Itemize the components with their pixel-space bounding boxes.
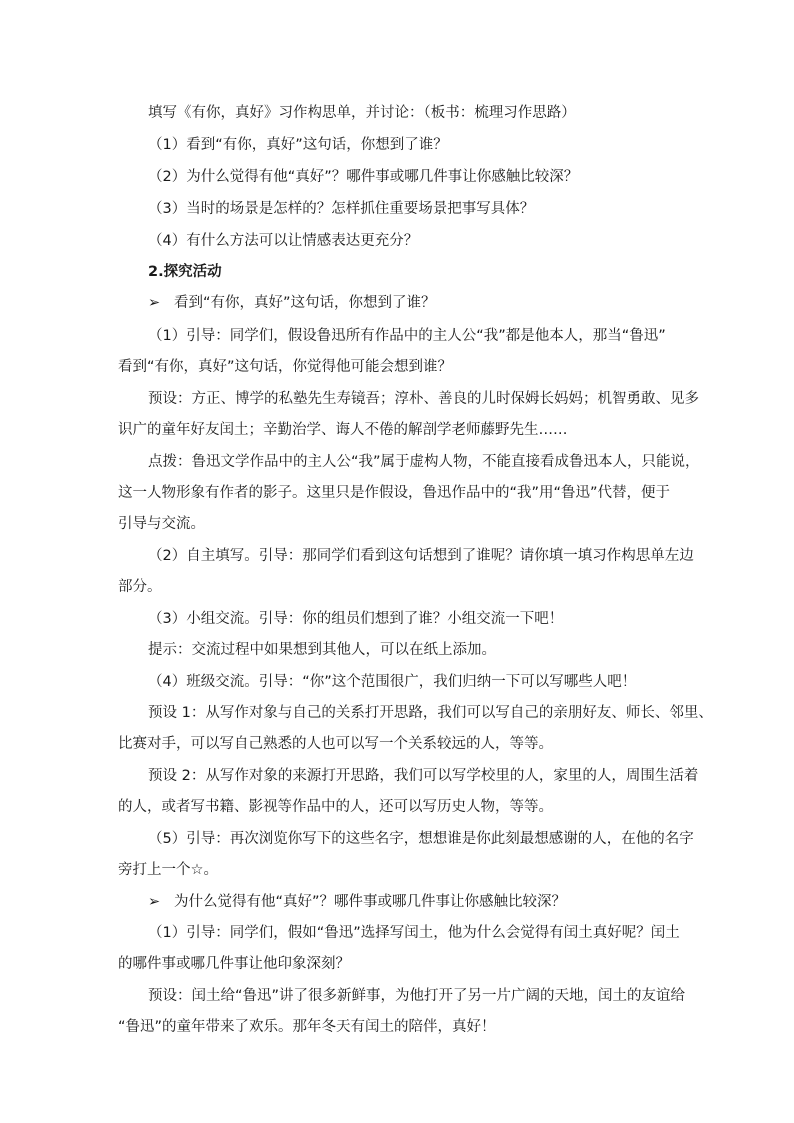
bullet-text-2: 为什么觉得有他“真好”？哪件事或哪几件事让你感触比较深？ bbox=[174, 894, 567, 910]
paragraph-line: 点拨：鲁迅文学作品中的主人公“我”属于虚构人物，不能直接看成鲁迅本人，只能说， bbox=[148, 454, 700, 470]
paragraph-line: 预设：闰土给“鲁迅”讲了很多新鲜事，为他打开了另一片广阔的天地，闰土的友谊给 bbox=[148, 988, 686, 1004]
question-4: （4）有什么方法可以让情感表达更充分？ bbox=[148, 233, 419, 249]
bullet-text-1: 看到“有你，真好”这句话，你想到了谁？ bbox=[174, 295, 436, 311]
paragraph-line: 提示：交流过程中如果想到其他人，可以在纸上添加。 bbox=[148, 642, 496, 658]
paragraph-line: （4）班级交流。引导：“你”这个范围很广，我们归纳一下可以写哪些人吧！ bbox=[148, 674, 637, 690]
paragraph-line: 的人，或者写书籍、影视等作品中的人，还可以写历史人物，等等。 bbox=[118, 799, 553, 815]
paragraph-line: 的哪件事或哪几件事让他印象深刻？ bbox=[118, 956, 350, 972]
section-heading: 2.探究活动 bbox=[148, 264, 222, 280]
paragraph-line: 识广的童年好友闰土；辛勤治学、诲人不倦的解剖学老师藤野先生…… bbox=[118, 422, 568, 438]
paragraph-line: 预设 1：从写作对象与自己的关系打开思路，我们可以写自己的亲朋好友、师长、邻里、 bbox=[148, 705, 713, 721]
bullet-line-1 bbox=[148, 293, 708, 313]
paragraph-line: （3）小组交流。引导：你的组员们想到了谁？小组交流一下吧！ bbox=[148, 611, 564, 627]
question-1: （1）看到“有你，真好”这句话，你想到了谁？ bbox=[148, 137, 448, 153]
paragraph-intro: 填写《有你，真好》习作构思单，并讨论：（板书：梳理习作思路） bbox=[148, 105, 576, 121]
paragraph-line: 旁打上一个☆。 bbox=[118, 862, 218, 878]
bullet-line-2 bbox=[148, 892, 708, 912]
paragraph-line: 看到“有你，真好”这句话，你觉得他可能会想到谁？ bbox=[118, 359, 453, 375]
paragraph-line: 预设：方正、博学的私塾先生寿镜吾；淳朴、善良的儿时保姆长妈妈；机智勇敢、见多 bbox=[148, 391, 699, 407]
paragraph-line: 预设 2：从写作对象的来源打开思路，我们可以写学校里的人，家里的人，周围生活着 bbox=[148, 768, 699, 784]
question-2: （2）为什么觉得有他“真好”？哪件事或哪几件事让你感触比较深？ bbox=[148, 169, 579, 185]
paragraph-line: 这一人物形象有作者的影子。这里只是作假设，鲁迅作品中的“我”用“鲁迅”代替，便于 bbox=[118, 485, 671, 501]
arrow-bullet-icon: ➢ bbox=[148, 295, 161, 311]
question-3: （3）当时的场景是怎样的？怎样抓住重要场景把事写具体？ bbox=[148, 201, 535, 217]
paragraph-line: （5）引导：再次浏览你写下的这些名字，想想谁是你此刻最想感谢的人，在他的名字 bbox=[148, 831, 694, 847]
paragraph-line: 部分。 bbox=[118, 579, 162, 595]
paragraph-line: 引导与交流。 bbox=[118, 516, 205, 532]
paragraph-line: （1）引导：同学们，假设鲁迅所有作品中的主人公“我”都是他本人，那当“鲁迅” bbox=[148, 328, 666, 344]
arrow-bullet-icon: ➢ bbox=[148, 894, 161, 910]
paragraph-line: （1）引导：同学们，假如“鲁迅”选择写闰土，他为什么会觉得有闰土真好呢？闰土 bbox=[148, 925, 680, 941]
paragraph-line: 比赛对手，可以写自己熟悉的人也可以写一个关系较远的人，等等。 bbox=[118, 736, 553, 752]
paragraph-line: （2）自主填写。引导：那同学们看到这句话想到了谁呢？请你填一填习作构思单左边 bbox=[148, 548, 694, 564]
paragraph-line: “鲁迅”的童年带来了欢乐。那年冬天有闰土的陪伴，真好！ bbox=[118, 1019, 496, 1035]
